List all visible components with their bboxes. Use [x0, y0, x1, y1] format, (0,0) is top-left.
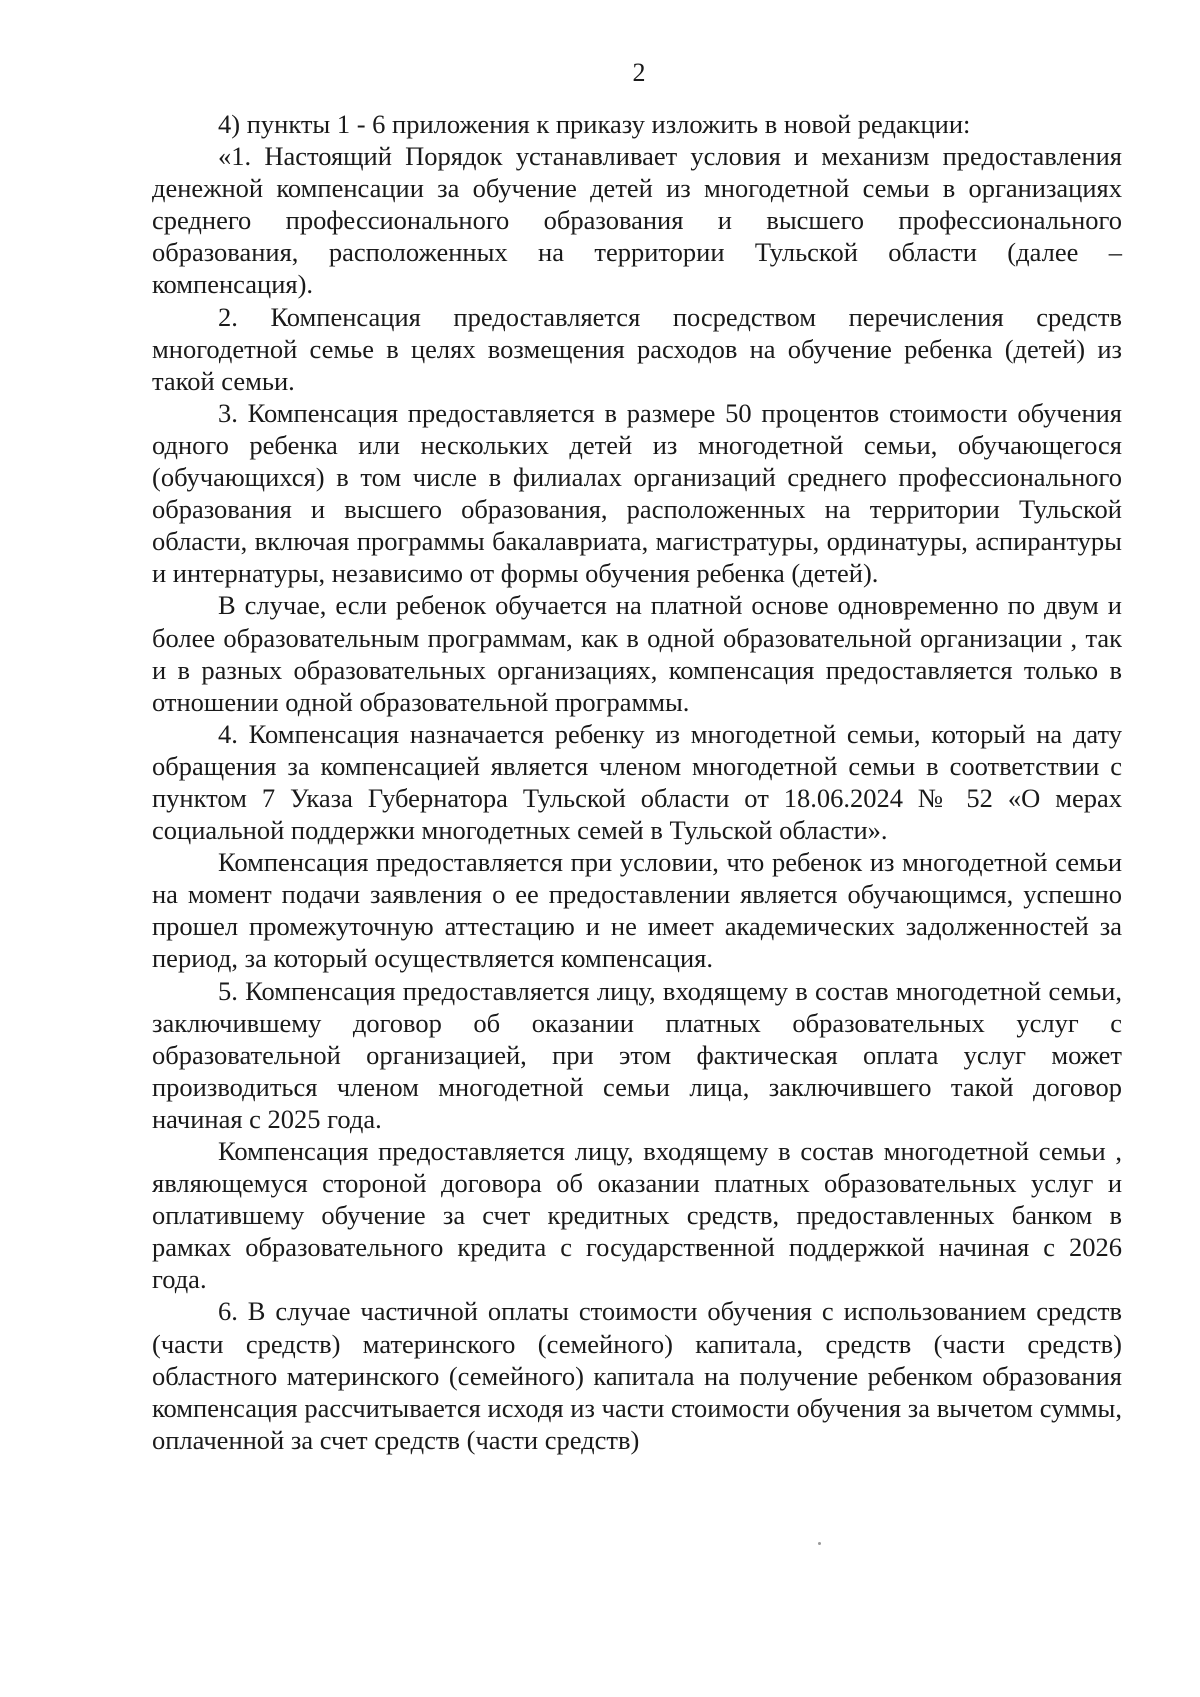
- paragraph-point-6: 6. В случае частичной оплаты стоимости обучения с использованием средств (части средств) материнского (семейного) капитала, средств (части средств) областного материнского (семейного) капитала на получение ребенком образования компенсация рассчитывается исходя из части стоимости обучения за вычетом суммы, оплаченной за счет средств (части средств): [152, 1296, 1122, 1455]
- paragraph-item-4-intro: 4) пункты 1 - 6 приложения к приказу изложить в новой редакции:: [218, 109, 971, 139]
- paragraph-point-3: 3. Компенсация предоставляется в размере 50 процентов стоимости обучения одного ребенка или нескольких детей из многодетной семьи, обучающегося (обучающихся) в том числе в филиалах организаций среднего профессионального образования и высшего образования, расположенных на территории Тульской области, включая программы бакалавриата, магистратуры, ординатуры, аспирантуры и интернатуры, независимо от формы обучения ребенка (детей).: [152, 397, 1122, 589]
- page-number: 2: [632, 58, 646, 87]
- paragraph-point-1: «1. Настоящий Порядок устанавливает условия и механизм предоставления денежной компенсации за обучение детей из многодетной семьи в организациях среднего профессионального образования и высшего профессионального образования, расположенных на территории Тульской области (далее – компенсация).: [152, 141, 1122, 300]
- paragraph-point-2: 2. Компенсация предоставляется посредством перечисления средств многодетной семье в целях возмещения расходов на обучение ребенка (детей) из такой семьи.: [152, 301, 1122, 396]
- paragraph-point-4-continued: Компенсация предоставляется при условии, что ребенок из многодетной семьи на момент подачи заявления о ее предоставлении является обучающимся, успешно прошел промежуточную аттестацию и не имеет академических задолженностей за период, за который осуществляется компенсация.: [152, 847, 1122, 974]
- paragraph-point-4: 4. Компенсация назначается ребенку из многодетной семьи, который на дату обращения за компенсацией является членом многодетной семьи в соответствии с пунктом 7 Указа Губернатора Тульской области от 18.06.2024 № 52 «О мерах социальной поддержки многодетных семей в Тульской области».: [152, 718, 1122, 846]
- paragraph-point-5: 5. Компенсация предоставляется лицу, входящему в состав многодетной семьи, заключившему договор об оказании платных образовательных услуг с образовательной организацией, при этом фактическая оплата услуг может производиться членом многодетной семьи лица, заключившего такой договор начиная с 2025 года.: [152, 975, 1122, 1134]
- scan-speck: [818, 1542, 821, 1545]
- paragraph-point-5-continued: Компенсация предоставляется лицу, входящему в состав многодетной семьи , являющемуся стороной договора об оказании платных образовательных услуг и оплатившему обучение за счет кредитных средств, предоставленных банком в рамках образовательного кредита с государственной поддержкой начиная с 2026 года.: [152, 1136, 1122, 1295]
- paragraph-point-3-continued: В случае, если ребенок обучается на платной основе одновременно по двум и более образовательным программам, как в одной образовательной организации , так и в разных образовательных организациях, компенсация предоставляется только в отношении одной образовательной программы.: [152, 590, 1122, 717]
- document-body: [152, 108, 1122, 1456]
